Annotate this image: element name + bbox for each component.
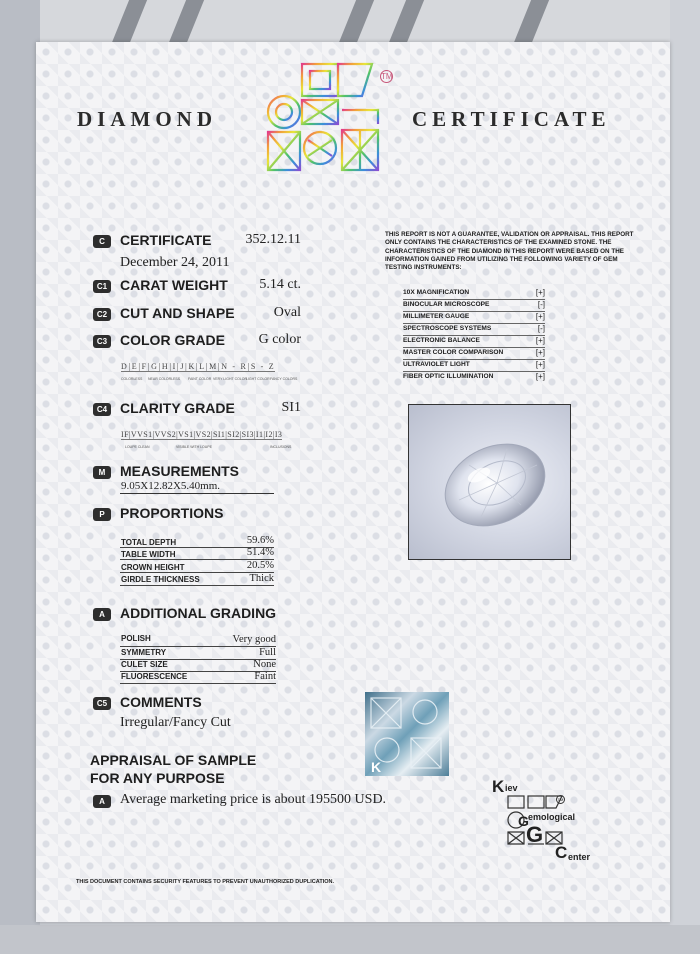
instrument-mark: [-] xyxy=(537,300,545,309)
additional-row-label: FLUORESCENCE xyxy=(121,672,188,681)
lab-logo-big-g: G xyxy=(526,822,544,847)
cut-label: CUT AND SHAPE xyxy=(120,305,235,321)
lab-logo-k: K xyxy=(492,777,505,796)
carat-badge: C1 xyxy=(93,280,111,293)
certificate-badge: C xyxy=(93,235,111,248)
clarity-scale: IF|VVS1|VVS2|VS1|VS2|SI1|SI2|SI3|I1|I2|I3 xyxy=(121,430,283,439)
additional-badge: A xyxy=(93,608,111,621)
proportion-row-label: TABLE WIDTH xyxy=(121,550,176,559)
instrument-label: ELECTRONIC BALANCE xyxy=(403,337,480,344)
proportion-row-label: TOTAL DEPTH xyxy=(121,538,177,547)
instrument-label: ULTRAVIOLET LIGHT xyxy=(403,361,470,368)
additional-row-value: Full xyxy=(259,647,276,658)
scan-background-bottom xyxy=(0,925,700,954)
proportions-label: PROPORTIONS xyxy=(120,505,224,521)
proportion-row-label: GIRDLE THICKNESS xyxy=(121,575,200,584)
header-diamond: DIAMOND xyxy=(77,107,217,131)
instrument-label: MASTER COLOR COMPARISON xyxy=(403,349,504,356)
additional-row-label: CULET SIZE xyxy=(121,660,168,669)
proportions-badge: P xyxy=(93,508,111,521)
measurements-badge: M xyxy=(93,466,111,479)
lab-logo-trademark: TM xyxy=(557,797,564,802)
instrument-mark: [+] xyxy=(535,288,545,297)
instrument-mark: [+] xyxy=(535,360,545,369)
additional-row-divider xyxy=(120,683,276,684)
comments-badge: C5 xyxy=(93,697,111,710)
color-label: COLOR GRADE xyxy=(120,332,225,348)
proportion-row-divider xyxy=(120,585,274,586)
clarity-scale-inclusions: INCLUSIONS xyxy=(270,445,292,449)
oval-diamond-icon xyxy=(409,405,571,560)
color-scale-light: LIGHT COLOR xyxy=(246,377,270,381)
trademark-mark: TM xyxy=(381,72,393,81)
additional-row-label: POLISH xyxy=(121,634,151,643)
certificate-number: 352.12.11 xyxy=(245,232,301,247)
instrument-row xyxy=(403,360,545,372)
additional-row-label: SYMMETRY xyxy=(121,648,167,657)
color-scale: D|E|F|G|H|I|J|K|L|M|N - R|S - Z xyxy=(121,362,276,371)
color-value: G color xyxy=(258,332,301,347)
lab-logo-kiev: iev xyxy=(505,783,518,793)
instrument-label: BINOCULAR MICROSCOPE xyxy=(403,301,490,308)
instrument-row xyxy=(403,348,545,360)
instrument-mark: [+] xyxy=(535,372,545,381)
disclaimer-text: THIS REPORT IS NOT A GUARANTEE, VALIDATION OR APPRAISAL. THIS REPORT ONLY CONTAINS THE CHARACTERISTICS OF THE EXAMINED STONE. THE CHARACTERISTICS OF THE DIAMOND IN THIS REPORT WERE BASED ON THE INFORMATION GAINED FROM UTILIZING THE FOLLOWING VARIETY OF GEM TESTING INSTRUMENTS: xyxy=(385,231,634,272)
color-badge: C3 xyxy=(93,335,111,348)
comments-value: Irregular/Fancy Cut xyxy=(120,715,231,730)
color-scale-faint: FAINT COLOR xyxy=(188,377,212,381)
appraisal-text: Average marketing price is about 195500 USD. xyxy=(120,792,387,807)
instrument-label: MILLIMETER GAUGE xyxy=(403,313,470,320)
certificate-date: December 24, 2011 xyxy=(120,255,230,270)
instrument-row xyxy=(403,324,545,336)
measurements-label: MEASUREMENTS xyxy=(120,463,240,479)
clarity-label: CLARITY GRADE xyxy=(120,400,235,416)
lab-logo-gemological: emological xyxy=(528,812,576,822)
additional-label: ADDITIONAL GRADING xyxy=(120,605,277,621)
clarity-badge: C4 xyxy=(93,403,111,416)
proportion-row-label: CROWN HEIGHT xyxy=(121,563,185,572)
color-scale-near-colorless: NEAR COLORLESS xyxy=(148,377,181,381)
appraisal-heading-line2: FOR ANY PURPOSE xyxy=(90,770,225,786)
gemstone-g-logo xyxy=(266,60,388,180)
instrument-row xyxy=(403,288,545,300)
cut-value: Oval xyxy=(273,305,301,320)
security-hologram xyxy=(365,692,449,776)
carat-label: CARAT WEIGHT xyxy=(120,277,228,293)
color-scale-fancy: FANCY COLORS xyxy=(270,377,298,381)
carat-value: 5.14 ct. xyxy=(259,277,301,292)
hologram-pattern-icon xyxy=(365,692,449,776)
measurements-underline xyxy=(120,493,274,494)
instrument-row xyxy=(403,312,545,324)
proportion-row-value: 59.6% xyxy=(246,535,274,546)
header-certificate: CERTIFICATE xyxy=(412,107,611,131)
security-footer: THIS DOCUMENT CONTAINS SECURITY FEATURES TO PREVENT UNAUTHORIZED DUPLICATION. xyxy=(76,879,334,885)
diamond-photo xyxy=(408,404,571,560)
scan-background-right xyxy=(670,0,700,954)
instrument-label: SPECTROSCOPE SYSTEMS xyxy=(403,325,492,332)
certificate-label: CERTIFICATE xyxy=(120,232,212,248)
measurements-value: 9.05X12.82X5.40mm. xyxy=(121,480,220,492)
instrument-mark: [+] xyxy=(535,336,545,345)
clarity-value: SI1 xyxy=(281,400,301,415)
clarity-scale-loupe-clean: LOUPE CLEAN xyxy=(125,445,150,449)
proportion-row-value: 51.4% xyxy=(246,547,274,558)
hologram-letter: K xyxy=(371,759,382,775)
appraisal-heading-line1: APPRAISAL OF SAMPLE xyxy=(90,752,257,768)
instrument-label: 10X MAGNIFICATION xyxy=(403,289,470,296)
additional-row-value: Faint xyxy=(254,671,276,682)
instrument-mark: [-] xyxy=(537,324,545,333)
additional-row-value: Very good xyxy=(232,634,276,645)
comments-label: COMMENTS xyxy=(120,694,202,710)
instrument-mark: [+] xyxy=(535,312,545,321)
instrument-row xyxy=(403,336,545,348)
color-scale-colorless: COLORLESS xyxy=(121,377,143,381)
appraisal-badge: A xyxy=(93,795,111,808)
color-scale-very-light: VERY LIGHT COLOR xyxy=(213,377,248,381)
lab-logo-g-small: G xyxy=(518,813,529,829)
instrument-row xyxy=(403,300,545,312)
additional-row-value: None xyxy=(253,659,276,670)
scan-background-left xyxy=(0,0,40,954)
proportion-row-value: Thick xyxy=(249,573,274,584)
clarity-scale-visible: VISIBLE WITH LOUPE xyxy=(176,445,212,449)
lab-logo-c: C xyxy=(555,843,568,862)
proportion-row-value: 20.5% xyxy=(246,560,274,571)
instrument-mark: [+] xyxy=(535,348,545,357)
lab-logo-center: enter xyxy=(568,852,591,862)
cut-badge: C2 xyxy=(93,308,111,321)
instrument-row xyxy=(403,372,545,384)
instrument-label: FIBER OPTIC ILLUMINATION xyxy=(403,373,494,380)
